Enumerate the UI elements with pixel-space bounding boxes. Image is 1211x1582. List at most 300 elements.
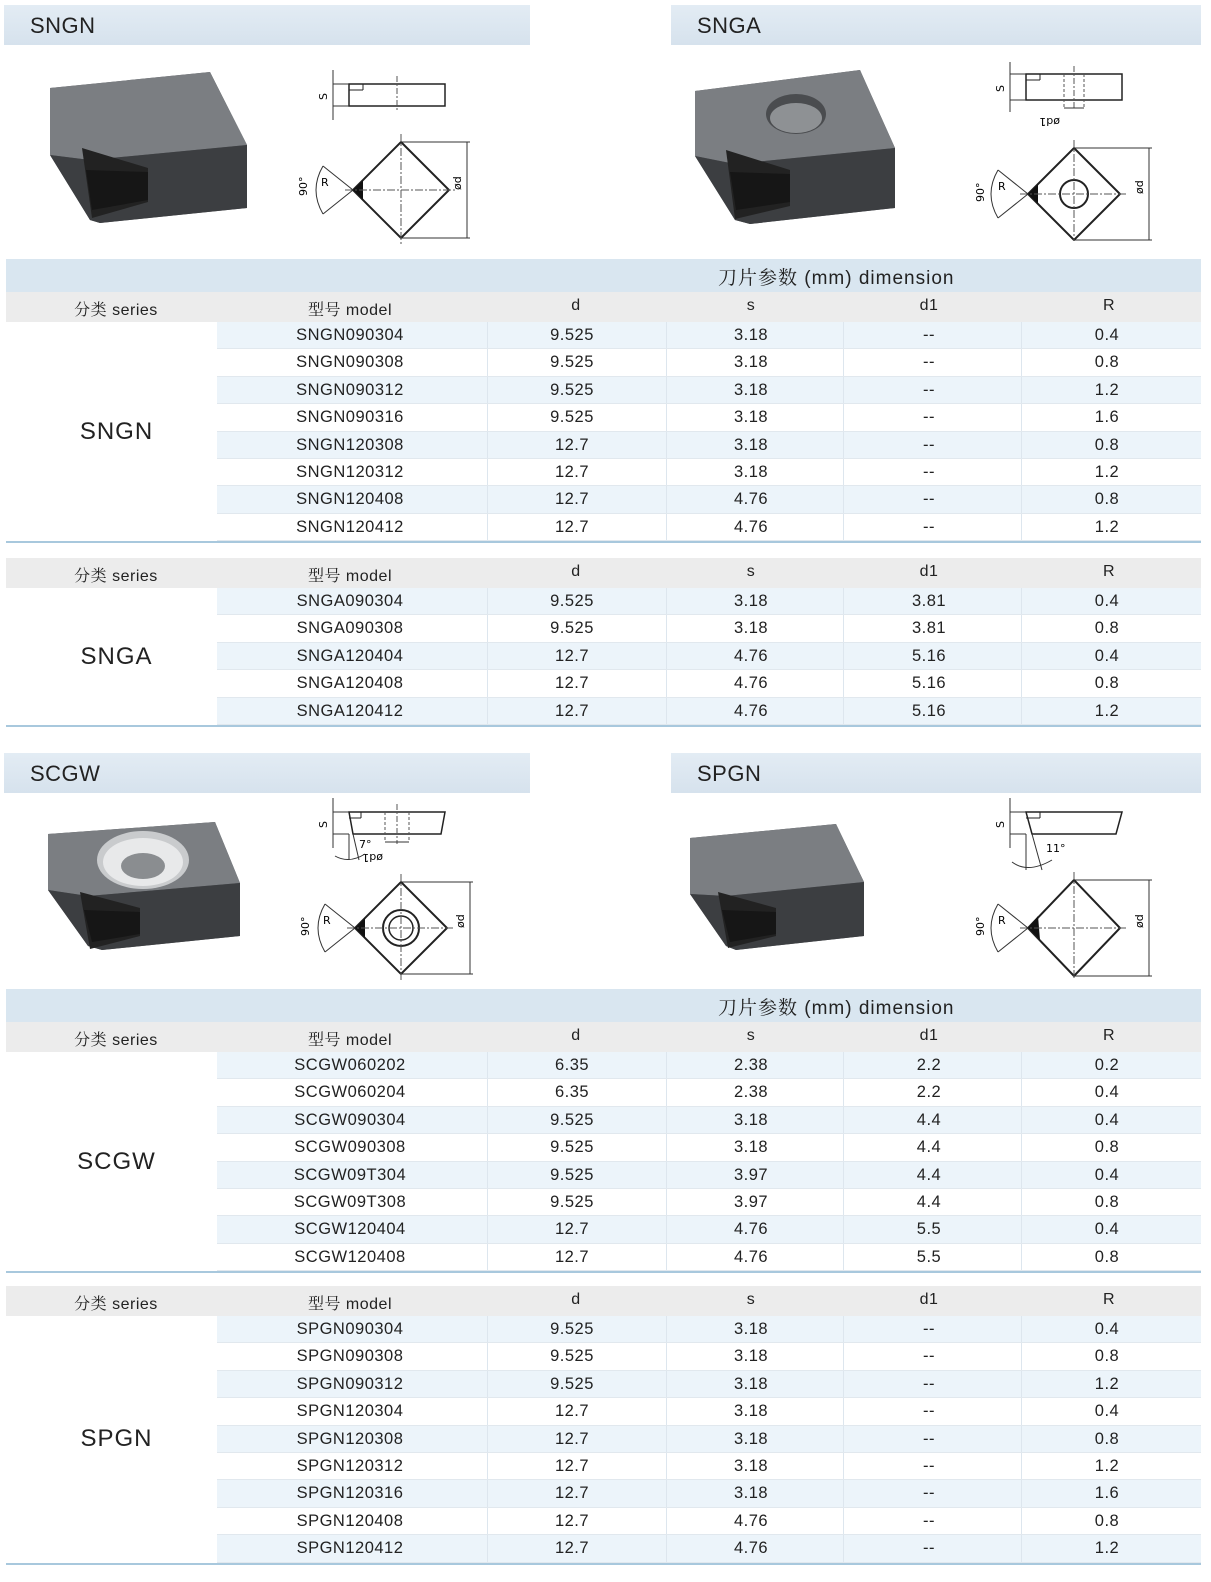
table-row bbox=[217, 588, 1201, 615]
dim-label-r: R bbox=[323, 914, 331, 927]
snga-technical-drawing bbox=[970, 56, 1165, 241]
cell-r: 0.8 bbox=[1094, 1138, 1120, 1157]
column-divider bbox=[487, 643, 488, 669]
table-row bbox=[217, 643, 1201, 670]
column-divider bbox=[487, 670, 488, 696]
column-divider bbox=[666, 377, 667, 403]
column-divider bbox=[1021, 322, 1022, 348]
cell-d1: -- bbox=[923, 380, 935, 399]
cell-model: SPGN120308 bbox=[296, 1429, 404, 1448]
header-series: 分类 series bbox=[74, 1032, 158, 1049]
scgw-technical-drawing bbox=[295, 790, 480, 980]
cell-s: 3.97 bbox=[733, 1192, 769, 1211]
cell-model: SNGA120408 bbox=[296, 674, 404, 693]
cell-s: 3.18 bbox=[733, 619, 769, 638]
cell-model: SNGN120312 bbox=[296, 462, 404, 481]
cell-d1: -- bbox=[923, 462, 935, 481]
cell-s: 3.18 bbox=[733, 1484, 769, 1503]
cell-d: 9.525 bbox=[550, 1347, 594, 1366]
column-divider bbox=[666, 404, 667, 430]
cell-s: 3.18 bbox=[733, 1320, 769, 1338]
header-d1: d1 bbox=[919, 563, 939, 580]
header-d: d bbox=[571, 1291, 581, 1308]
column-divider bbox=[666, 1398, 667, 1424]
column-divider bbox=[1021, 486, 1022, 512]
cell-model: SPGN120312 bbox=[296, 1456, 404, 1475]
column-divider bbox=[1021, 1535, 1022, 1561]
cell-d: 12.7 bbox=[554, 674, 590, 693]
cell-s: 2.38 bbox=[733, 1083, 769, 1102]
column-divider bbox=[1021, 615, 1022, 641]
cell-s: 3.18 bbox=[733, 1374, 769, 1393]
cell-d: 9.525 bbox=[550, 1110, 594, 1129]
column-divider bbox=[843, 459, 844, 485]
cell-model: SNGN090308 bbox=[296, 353, 404, 372]
column-divider bbox=[487, 588, 488, 614]
header-s: s bbox=[746, 1291, 756, 1308]
cell-d: 6.35 bbox=[554, 1083, 590, 1102]
dim-label-angle-clearance: 7° bbox=[359, 838, 372, 851]
cell-d1: -- bbox=[923, 435, 935, 454]
column-divider bbox=[666, 1535, 667, 1561]
dimension-label: 刀片参数 (mm) dimension bbox=[718, 268, 955, 289]
header-r: R bbox=[1102, 563, 1116, 580]
column-divider bbox=[843, 1343, 844, 1369]
cell-r: 0.2 bbox=[1094, 1056, 1120, 1074]
table-row bbox=[217, 1216, 1201, 1243]
header-s: s bbox=[746, 563, 756, 580]
table-row bbox=[217, 615, 1201, 642]
scgw-insert-3d-image bbox=[40, 808, 250, 958]
cell-r: 0.4 bbox=[1094, 1110, 1120, 1129]
header-model: 型号 model bbox=[307, 302, 393, 319]
cell-s: 3.97 bbox=[733, 1165, 769, 1184]
table-row bbox=[217, 1535, 1201, 1562]
dimension-bar bbox=[6, 989, 1201, 1022]
section-title-snga: SNGA bbox=[671, 5, 1201, 45]
cell-model: SNGN120408 bbox=[296, 490, 404, 509]
header-s: s bbox=[746, 1027, 756, 1044]
column-divider bbox=[843, 486, 844, 512]
table-body bbox=[6, 322, 1201, 543]
cell-r: 0.8 bbox=[1094, 674, 1120, 693]
column-divider bbox=[1021, 1371, 1022, 1397]
column-divider bbox=[666, 1244, 667, 1270]
cell-d: 9.525 bbox=[550, 326, 594, 344]
cell-d: 9.525 bbox=[550, 592, 594, 610]
cell-model: SCGW060202 bbox=[294, 1056, 406, 1074]
cell-d1: -- bbox=[923, 353, 935, 372]
cell-d1: -- bbox=[923, 1429, 935, 1448]
column-divider bbox=[1021, 432, 1022, 458]
cell-d1: 3.81 bbox=[911, 592, 947, 610]
cell-r: 0.4 bbox=[1094, 326, 1120, 344]
column-divider bbox=[1021, 1508, 1022, 1534]
column-divider bbox=[1021, 1398, 1022, 1424]
cell-r: 0.8 bbox=[1094, 490, 1120, 509]
column-divider bbox=[843, 1134, 844, 1160]
cell-s: 3.18 bbox=[733, 1347, 769, 1366]
column-divider bbox=[666, 1079, 667, 1105]
table-row bbox=[217, 1480, 1201, 1507]
cell-d1: -- bbox=[923, 1347, 935, 1366]
table-row bbox=[217, 1107, 1201, 1134]
column-divider bbox=[843, 377, 844, 403]
cell-r: 1.6 bbox=[1094, 408, 1120, 427]
cell-r: 0.4 bbox=[1094, 646, 1120, 665]
header-d1: d1 bbox=[919, 1027, 939, 1044]
cell-model: SPGN120316 bbox=[296, 1484, 404, 1503]
table-row bbox=[217, 1371, 1201, 1398]
cell-d: 12.7 bbox=[554, 435, 590, 454]
header-d: d bbox=[571, 563, 581, 580]
cell-model: SCGW09T308 bbox=[293, 1192, 407, 1211]
column-divider bbox=[666, 1052, 667, 1078]
header-r: R bbox=[1102, 1291, 1116, 1308]
cell-d1: -- bbox=[923, 490, 935, 509]
column-divider bbox=[1021, 1107, 1022, 1133]
column-divider bbox=[843, 643, 844, 669]
dim-label-d1: ød1 bbox=[362, 851, 383, 864]
column-divider bbox=[1021, 459, 1022, 485]
cell-model: SPGN090304 bbox=[296, 1320, 404, 1338]
cell-d: 12.7 bbox=[554, 1247, 590, 1266]
column-divider bbox=[666, 459, 667, 485]
cell-s: 3.18 bbox=[733, 435, 769, 454]
column-divider bbox=[843, 1216, 844, 1242]
column-divider bbox=[843, 1535, 844, 1561]
cell-model: SPGN120304 bbox=[296, 1402, 404, 1421]
cell-d: 9.525 bbox=[550, 353, 594, 372]
cell-d1: -- bbox=[923, 1402, 935, 1421]
cell-d: 12.7 bbox=[554, 1484, 590, 1503]
cell-s: 4.76 bbox=[733, 1247, 769, 1266]
header-d1: d1 bbox=[919, 297, 939, 314]
column-divider bbox=[843, 404, 844, 430]
cell-d1: 5.16 bbox=[911, 646, 947, 665]
snga-insert-3d-image bbox=[690, 56, 905, 236]
column-divider bbox=[666, 615, 667, 641]
cell-d1: -- bbox=[923, 517, 935, 536]
dim-label-angle: 90° bbox=[974, 182, 987, 202]
column-divider bbox=[843, 1162, 844, 1188]
cell-model: SCGW09T304 bbox=[293, 1165, 407, 1184]
dim-label-d: ød bbox=[1133, 914, 1146, 928]
series-label: SPGN bbox=[80, 1425, 153, 1453]
column-divider bbox=[1021, 1426, 1022, 1452]
cell-model: SNGA120404 bbox=[296, 646, 404, 665]
cell-s: 3.18 bbox=[733, 326, 769, 344]
column-divider bbox=[487, 1134, 488, 1160]
column-divider bbox=[487, 1107, 488, 1133]
header-model: 型号 model bbox=[307, 568, 393, 585]
column-divider bbox=[487, 1535, 488, 1561]
cell-s: 3.18 bbox=[733, 1138, 769, 1157]
column-divider bbox=[487, 459, 488, 485]
cell-s: 3.18 bbox=[733, 592, 769, 610]
cell-r: 1.2 bbox=[1094, 517, 1120, 536]
cell-r: 1.2 bbox=[1094, 462, 1120, 481]
dim-label-s: S bbox=[317, 821, 330, 828]
column-divider bbox=[843, 322, 844, 348]
cell-model: SNGN090304 bbox=[296, 326, 404, 344]
column-divider bbox=[666, 349, 667, 375]
table-row bbox=[217, 459, 1201, 486]
cell-d1: -- bbox=[923, 1539, 935, 1558]
cell-d: 6.35 bbox=[554, 1056, 590, 1074]
cell-d: 9.525 bbox=[550, 380, 594, 399]
column-divider bbox=[487, 1189, 488, 1215]
column-divider bbox=[1021, 404, 1022, 430]
column-divider bbox=[666, 322, 667, 348]
column-divider bbox=[487, 1316, 488, 1342]
column-divider bbox=[843, 514, 844, 540]
column-divider bbox=[843, 1079, 844, 1105]
table-row bbox=[217, 1162, 1201, 1189]
table-sngn bbox=[6, 292, 1201, 543]
cell-d: 12.7 bbox=[554, 646, 590, 665]
column-divider bbox=[487, 1079, 488, 1105]
cell-d: 12.7 bbox=[554, 1220, 590, 1239]
column-divider bbox=[1021, 1244, 1022, 1270]
column-divider bbox=[666, 1107, 667, 1133]
cell-r: 0.8 bbox=[1094, 1192, 1120, 1211]
cell-r: 0.8 bbox=[1094, 619, 1120, 638]
series-label: SCGW bbox=[77, 1147, 156, 1175]
dim-label-d: ød bbox=[451, 176, 464, 190]
column-divider bbox=[487, 1244, 488, 1270]
table-row bbox=[217, 670, 1201, 697]
cell-r: 1.2 bbox=[1094, 1539, 1120, 1558]
column-divider bbox=[843, 1107, 844, 1133]
cell-d1: -- bbox=[923, 1511, 935, 1530]
cell-s: 2.38 bbox=[733, 1056, 769, 1074]
cell-r: 0.8 bbox=[1094, 1247, 1120, 1266]
dim-label-angle: 90° bbox=[297, 176, 310, 196]
cell-d1: 5.5 bbox=[916, 1247, 942, 1266]
cell-d: 9.525 bbox=[550, 1138, 594, 1157]
table-header-row bbox=[6, 1022, 1201, 1052]
cell-d1: -- bbox=[923, 326, 935, 344]
cell-d1: 4.4 bbox=[916, 1110, 942, 1129]
dim-label-r: R bbox=[998, 180, 1006, 193]
column-divider bbox=[843, 1316, 844, 1342]
cell-s: 4.76 bbox=[733, 646, 769, 665]
dim-label-angle: 90° bbox=[974, 916, 987, 936]
column-divider bbox=[666, 1480, 667, 1506]
cell-r: 0.8 bbox=[1094, 353, 1120, 372]
header-r: R bbox=[1102, 297, 1116, 314]
table-row bbox=[217, 1426, 1201, 1453]
table-row bbox=[217, 1189, 1201, 1216]
column-divider bbox=[666, 1134, 667, 1160]
cell-r: 1.2 bbox=[1094, 380, 1120, 399]
cell-d: 9.525 bbox=[550, 1374, 594, 1393]
column-divider bbox=[1021, 377, 1022, 403]
section-title-scgw: SCGW bbox=[4, 753, 530, 793]
table-row bbox=[217, 1508, 1201, 1535]
series-label: SNGA bbox=[80, 642, 153, 670]
column-divider bbox=[487, 322, 488, 348]
cell-model: SNGA090308 bbox=[296, 619, 404, 638]
cell-s: 3.18 bbox=[733, 380, 769, 399]
cell-d1: 3.81 bbox=[911, 619, 947, 638]
header-d: d bbox=[571, 297, 581, 314]
column-divider bbox=[487, 1371, 488, 1397]
column-divider bbox=[487, 1162, 488, 1188]
dim-label-s: S bbox=[317, 93, 330, 100]
header-series: 分类 series bbox=[74, 1296, 158, 1313]
column-divider bbox=[1021, 349, 1022, 375]
cell-model: SPGN120412 bbox=[296, 1539, 404, 1558]
table-row bbox=[217, 432, 1201, 459]
column-divider bbox=[487, 486, 488, 512]
cell-s: 3.18 bbox=[733, 1402, 769, 1421]
header-model: 型号 model bbox=[307, 1296, 393, 1313]
table-spgn bbox=[6, 1286, 1201, 1565]
dim-label-angle: 90° bbox=[299, 916, 312, 936]
cell-model: SPGN120408 bbox=[296, 1511, 404, 1530]
table-scgw bbox=[6, 1022, 1201, 1273]
cell-r: 0.8 bbox=[1094, 1429, 1120, 1448]
cell-d1: 5.16 bbox=[911, 674, 947, 693]
column-divider bbox=[487, 1480, 488, 1506]
cell-d: 12.7 bbox=[554, 490, 590, 509]
table-body bbox=[6, 1316, 1201, 1565]
column-divider bbox=[1021, 1480, 1022, 1506]
cell-d1: 5.16 bbox=[911, 701, 947, 720]
column-divider bbox=[1021, 1216, 1022, 1242]
cell-model: SCGW090304 bbox=[294, 1110, 406, 1129]
column-divider bbox=[666, 1508, 667, 1534]
column-divider bbox=[843, 1398, 844, 1424]
cell-model: SNGN090312 bbox=[296, 380, 404, 399]
table-snga bbox=[6, 558, 1201, 727]
table-row bbox=[217, 1052, 1201, 1079]
column-divider bbox=[666, 1189, 667, 1215]
column-divider bbox=[843, 1508, 844, 1534]
column-divider bbox=[1021, 698, 1022, 724]
column-divider bbox=[666, 588, 667, 614]
spgn-insert-3d-image bbox=[686, 810, 876, 960]
cell-d: 12.7 bbox=[554, 1539, 590, 1558]
column-divider bbox=[666, 670, 667, 696]
column-divider bbox=[487, 1343, 488, 1369]
cell-model: SCGW120404 bbox=[294, 1220, 406, 1239]
cell-r: 1.2 bbox=[1094, 1456, 1120, 1475]
table-row bbox=[217, 1134, 1201, 1161]
column-divider bbox=[487, 404, 488, 430]
column-divider bbox=[487, 1508, 488, 1534]
column-divider bbox=[666, 1371, 667, 1397]
dim-label-r: R bbox=[321, 176, 329, 189]
column-divider bbox=[843, 349, 844, 375]
column-divider bbox=[843, 1453, 844, 1479]
cell-model: SNGN120412 bbox=[296, 517, 404, 536]
cell-s: 3.18 bbox=[733, 1110, 769, 1129]
cell-s: 3.18 bbox=[733, 462, 769, 481]
cell-r: 1.2 bbox=[1094, 1374, 1120, 1393]
sngn-insert-3d-image bbox=[40, 60, 260, 235]
column-divider bbox=[487, 615, 488, 641]
cell-s: 3.18 bbox=[733, 408, 769, 427]
cell-d1: 2.2 bbox=[916, 1056, 942, 1074]
cell-r: 0.8 bbox=[1094, 435, 1120, 454]
cell-s: 4.76 bbox=[733, 1539, 769, 1558]
table-row bbox=[217, 1079, 1201, 1106]
column-divider bbox=[843, 588, 844, 614]
table-row bbox=[217, 1316, 1201, 1343]
dim-label-d: ød bbox=[454, 914, 467, 928]
cell-s: 4.76 bbox=[733, 517, 769, 536]
cell-d: 12.7 bbox=[554, 701, 590, 720]
table-row bbox=[217, 404, 1201, 431]
column-divider bbox=[487, 1052, 488, 1078]
table-header-row bbox=[6, 292, 1201, 322]
cell-d: 9.525 bbox=[550, 1320, 594, 1338]
column-divider bbox=[666, 1162, 667, 1188]
dimension-label: 刀片参数 (mm) dimension bbox=[718, 998, 955, 1019]
cell-s: 3.18 bbox=[733, 1456, 769, 1475]
cell-model: SNGA120412 bbox=[296, 701, 404, 720]
column-divider bbox=[487, 1453, 488, 1479]
cell-r: 0.4 bbox=[1094, 1220, 1120, 1239]
column-divider bbox=[1021, 670, 1022, 696]
header-d: d bbox=[571, 1027, 581, 1044]
cell-d: 12.7 bbox=[554, 1402, 590, 1421]
column-divider bbox=[487, 1426, 488, 1452]
cell-model: SPGN090312 bbox=[296, 1374, 404, 1393]
cell-s: 4.76 bbox=[733, 1220, 769, 1239]
table-row bbox=[217, 1398, 1201, 1425]
column-divider bbox=[666, 1426, 667, 1452]
column-divider bbox=[1021, 514, 1022, 540]
column-divider bbox=[487, 432, 488, 458]
sngn-technical-drawing bbox=[295, 62, 480, 252]
cell-model: SNGA090304 bbox=[296, 592, 404, 610]
column-divider bbox=[487, 1398, 488, 1424]
section-title-spgn: SPGN bbox=[671, 753, 1201, 793]
column-divider bbox=[1021, 1316, 1022, 1342]
dim-label-s: S bbox=[994, 821, 1007, 828]
cell-s: 3.18 bbox=[733, 353, 769, 372]
dim-label-angle-clearance: 11° bbox=[1046, 842, 1066, 855]
table-row bbox=[217, 486, 1201, 513]
cell-r: 0.4 bbox=[1094, 1320, 1120, 1338]
header-d1: d1 bbox=[919, 1291, 939, 1308]
cell-d: 9.525 bbox=[550, 619, 594, 638]
column-divider bbox=[843, 1371, 844, 1397]
header-series: 分类 series bbox=[74, 302, 158, 319]
column-divider bbox=[843, 670, 844, 696]
cell-d1: 4.4 bbox=[916, 1192, 942, 1211]
cell-s: 3.18 bbox=[733, 1429, 769, 1448]
cell-d: 9.525 bbox=[550, 408, 594, 427]
column-divider bbox=[487, 377, 488, 403]
cell-s: 4.76 bbox=[733, 490, 769, 509]
cell-d1: 2.2 bbox=[916, 1083, 942, 1102]
column-divider bbox=[843, 1052, 844, 1078]
section-title-sngn: SNGN bbox=[4, 5, 530, 45]
cell-d: 9.525 bbox=[550, 1192, 594, 1211]
column-divider bbox=[666, 1343, 667, 1369]
column-divider bbox=[1021, 643, 1022, 669]
cell-d1: -- bbox=[923, 1374, 935, 1393]
table-header-row bbox=[6, 1286, 1201, 1316]
column-divider bbox=[487, 698, 488, 724]
column-divider bbox=[1021, 588, 1022, 614]
cell-d: 12.7 bbox=[554, 1511, 590, 1530]
